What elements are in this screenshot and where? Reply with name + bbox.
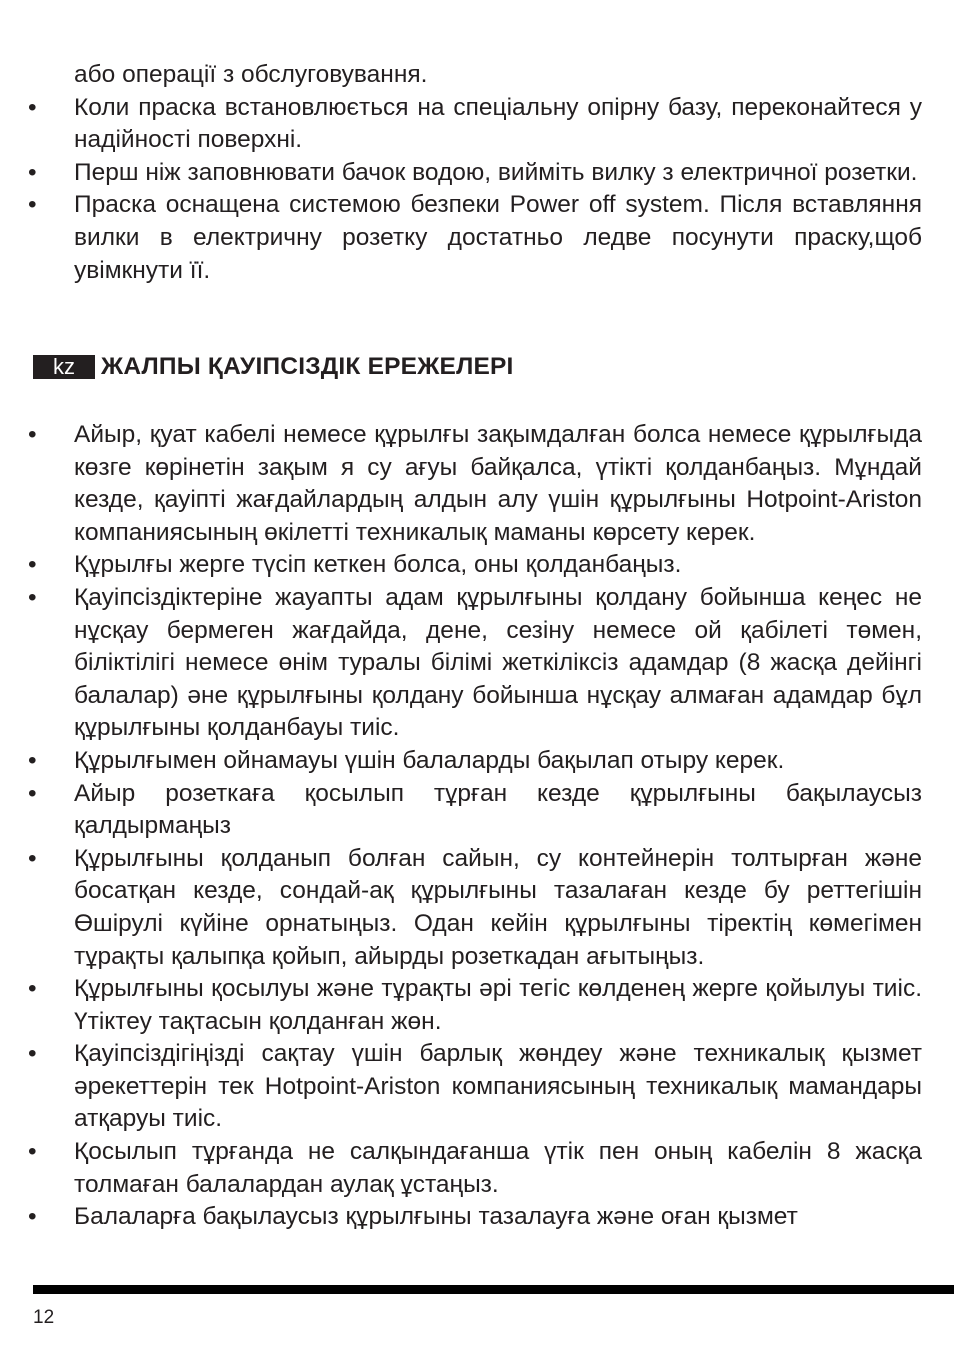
list-item-text: Құрылғыны қолданып болған сайын, су контейнерін толтырған және босатқан кезде, сондай-ақ құрылғыны тазалаған кезде бу реттегішін Өшірулі күйіне орнатыңыз. Одан кейін құрылғыны тіректің көмегімен тұрақты қалыпқа қойып, айырды розеткадан ағытыңыз. [74,844,922,970]
kazakh-safety-list [28,419,922,1234]
bullet-mark: • [28,191,37,219]
list-item-text: Қауіпсіздігіңізді сақтау үшін барлық жөндеу және техникалық қызмет әрекеттерін тек Hotpoint-Ariston компаниясының техникалық мамандары атқаруы тиіс. [74,1040,922,1133]
list-item [28,745,922,778]
footer-rule [33,1285,954,1294]
list-item [28,1136,922,1201]
bullet-mark: • [28,779,37,807]
list-item-text: Айыр, қуат кабелі немесе құрылғы зақымдалған болса немесе құрылғыда көзге көрінетін зақым я су ағуы байқалса, үтікті қолданбаңыз. Мұндай кезде, қауіпті жағдайлардың алдын алу үшін құрылғыны Hotpoint-Ariston компаниясының өкілетті техникалық маманы көрсету керек. [74,421,922,546]
list-item-text: Қауіпсіздіктеріне жауапты адам құрылғыны қолдану бойынша кеңес не нұсқау бермеген жағдайда, дене, сезіну немесе ой қабілеті төмен, біліктілігі немесе өнім туралы білімі жеткіліксіз адамдар (8 жасқа дейінгі балалар) әне құрылғыны қолдану бойынша нұсқау алмаған адамдар бұл құрылғыны қолданбауы тиіс. [74,583,922,742]
list-item [28,843,922,973]
continuation-text: або операції з обслуговування. [74,61,428,88]
bullet-mark: • [28,551,37,579]
list-item-text: Құрылғымен ойнамауы үшін балаларды бақылап отыру керек. [74,746,785,774]
list-item [28,157,922,190]
bullet-mark: • [28,746,37,774]
list-item-text: Праска оснащена системою безпеки Power off system. Після вставляння вилки в електричну розетку достатньо ледве посунути праску,щоб увімкнути її. [74,191,922,284]
list-item [28,92,922,157]
ukrainian-safety-list [28,59,922,287]
list-item [28,1038,922,1136]
list-item-text: Құрылғыны қосылуы және тұрақты әрі тегіс көлденең жерге қойылуы тиіс. Үтіктеу тақтасын қолданған жөн. [74,975,922,1035]
bullet-mark: • [28,1138,37,1166]
list-item [28,973,922,1038]
list-item-text: Қосылып тұрғанда не салқындағанша үтік пен оның кабелін 8 жасқа толмаған балалардан аулақ ұстаңыз. [74,1138,922,1198]
bullet-mark: • [28,1040,37,1068]
language-badge: kz [33,355,95,379]
list-item [28,419,922,549]
section-title: ЖАЛПЫ ҚАУІПСІЗДІК ЕРЕЖЕЛЕРІ [101,353,514,380]
bullet-mark: • [28,583,37,611]
section-heading [33,352,514,382]
list-item-text: Айыр розеткаға қосылып тұрған кезде құрылғыны бақылаусыз қалдырмаңыз [74,779,922,840]
bullet-mark: • [28,1203,37,1231]
bullet-mark: • [28,975,37,1003]
list-item-text: Коли праска встановлюється на спеціальну опірну базу, переконайтеся у надійності поверхні. [74,93,922,154]
list-item [28,1201,922,1234]
bullet-mark: • [28,93,37,121]
page-number: 12 [33,1307,55,1328]
list-item [28,778,922,843]
bullet-mark: • [28,421,37,448]
list-item [28,549,922,582]
list-item-text: Перш ніж заповнювати бачок водою, вийміть вилку з електричної розетки. [74,158,918,186]
top-bullet-list [28,92,922,288]
list-item-text: Құрылғы жерге түсіп кеткен болса, оны қолданбаңыз. [74,551,682,579]
list-item [28,189,922,287]
list-item [28,582,922,745]
bullet-mark: • [28,844,37,872]
bullet-mark: • [28,158,37,186]
list-item-text: Балаларға бақылаусыз құрылғыны тазалауға және оған қызмет [74,1203,798,1231]
